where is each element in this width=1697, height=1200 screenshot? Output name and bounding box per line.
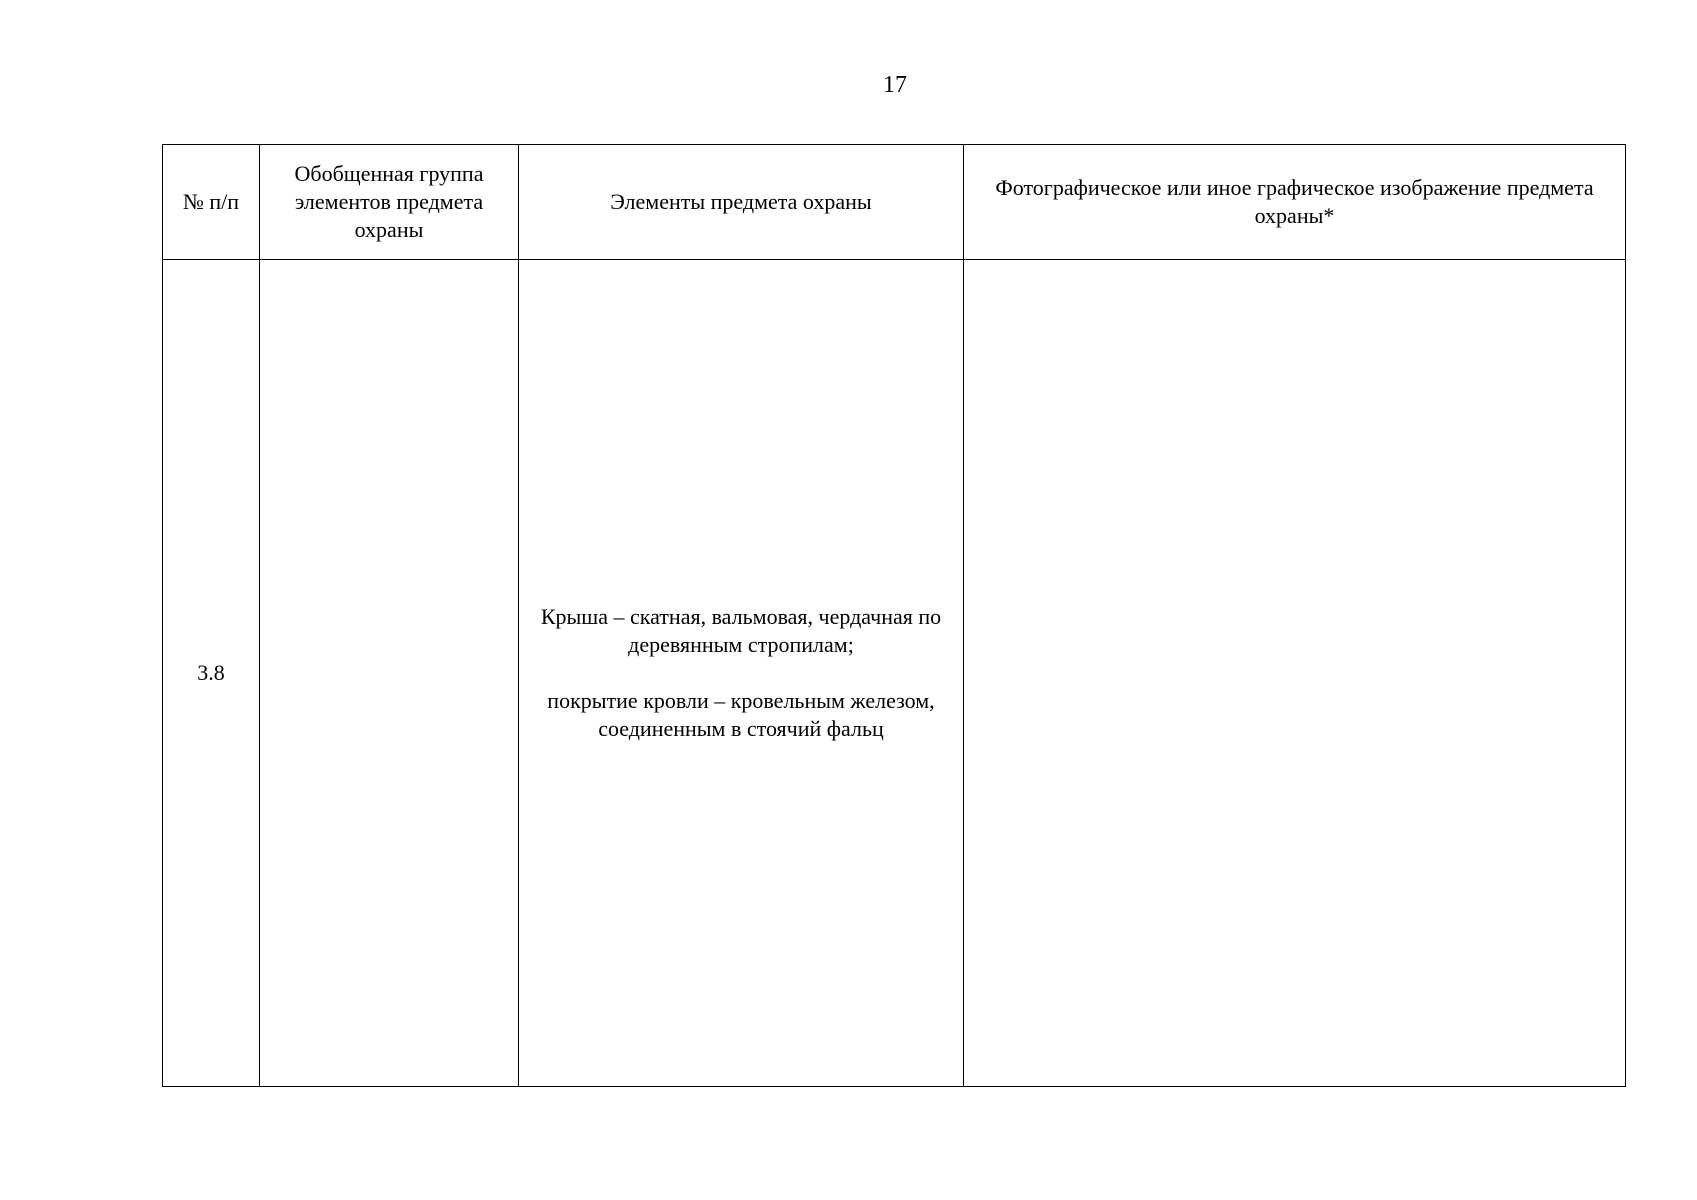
protection-subject-table <box>162 144 1626 1087</box>
header-number: № п/п <box>163 145 260 260</box>
header-group: Обобщенная группа элементов предмета охраны <box>260 145 519 260</box>
paragraph-gap <box>529 659 953 687</box>
cell-group <box>260 260 519 1087</box>
elements-covering-text: покрытие кровли – кровельным железом, соединенным в стоячий фальц <box>547 688 935 741</box>
cell-photo <box>964 260 1626 1087</box>
header-photo: Фотографическое или иное графическое изображение предмета охраны* <box>964 145 1626 260</box>
table-header-row <box>163 145 1626 260</box>
cell-elements <box>519 260 964 1087</box>
header-elements: Элементы предмета охраны <box>519 145 964 260</box>
page-number: 17 <box>883 72 907 98</box>
cell-number: 3.8 <box>163 260 260 1087</box>
table-row <box>163 260 1626 1087</box>
elements-roof-text: Крыша – скатная, вальмовая, чердачная по деревянным стропилам; <box>540 604 942 657</box>
